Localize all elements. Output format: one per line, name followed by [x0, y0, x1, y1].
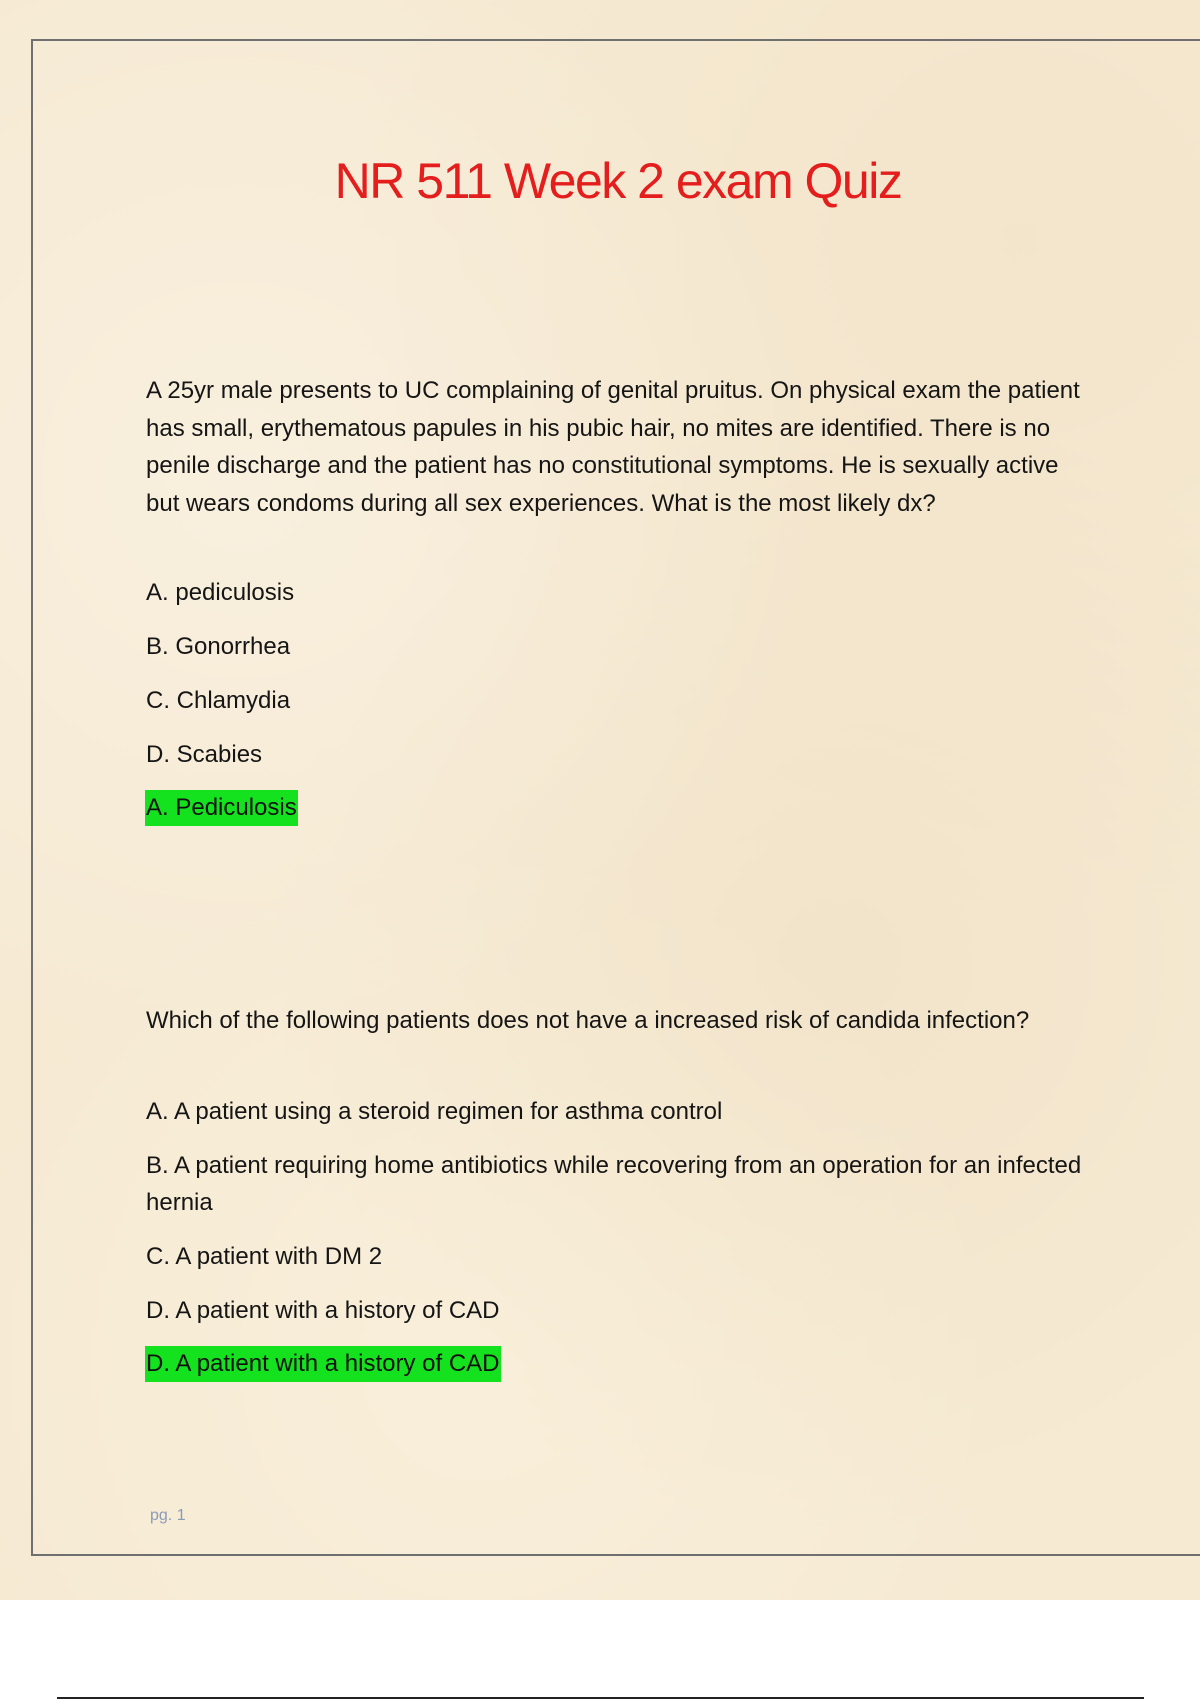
question-1-option-d: D. Scabies	[146, 741, 263, 768]
page-number: pg. 1	[150, 1507, 186, 1524]
footer-divider	[57, 1697, 1144, 1699]
document-title: NR 511 Week 2 exam Quiz	[334, 153, 902, 209]
question-1-option-c: C. Chlamydia	[146, 687, 291, 714]
question-1-option-b: B. Gonorrhea	[146, 633, 291, 660]
question-2-answer: D. A patient with a history of CAD	[145, 1346, 501, 1382]
question-1-option-a: A. pediculosis	[146, 579, 295, 606]
question-1-text: A 25yr male presents to UC complaining of genital pruitus. On physical exam the patient has small, erythematous papules in his pubic hair, no mites are identified. There is no penile discharge and the patient has no constitutional symptoms. He is sexually active but wears condoms during all sex experiences. What is the most likely dx?	[146, 377, 1080, 517]
question-2-option-c: C. A patient with DM 2	[146, 1243, 383, 1270]
question-2-option-b: B. A patient requiring home antibiotics while recovering from an operation for an infected hernia	[146, 1152, 1082, 1216]
question-1-answer: A. Pediculosis	[145, 790, 298, 826]
question-2-option-a: A. A patient using a steroid regimen for asthma control	[146, 1098, 723, 1125]
question-2-option-d: D. A patient with a history of CAD	[146, 1297, 500, 1324]
question-2-text: Which of the following patients does not have a increased risk of candida infection?	[146, 1007, 1030, 1034]
